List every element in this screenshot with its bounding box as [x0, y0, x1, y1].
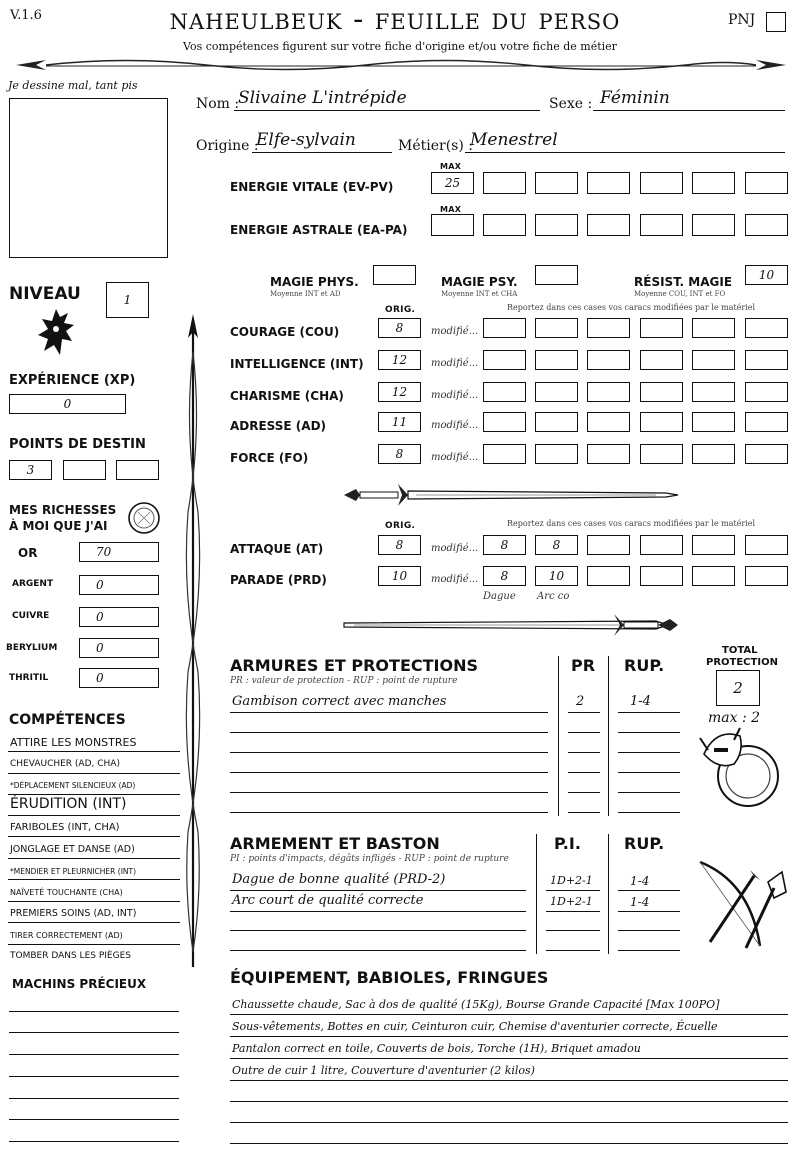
carac-modified-box[interactable]	[483, 382, 526, 402]
ev-max-label: MAX	[440, 162, 462, 171]
helmet-shield-icon	[696, 724, 786, 810]
carac-modified-box[interactable]	[640, 412, 683, 432]
competence-item[interactable]: CHEVAUCHER (AD, CHA)	[10, 759, 120, 769]
armure-pr-line	[568, 732, 600, 733]
carac-modified-box[interactable]	[692, 412, 735, 432]
competence-item[interactable]: NAÏVETÉ TOUCHANTE (CHA)	[10, 888, 123, 897]
parade-mod-box[interactable]: 8	[483, 566, 526, 586]
arme-rup-line	[618, 950, 680, 951]
argent-label: ARGENT	[12, 579, 54, 589]
armure-pr-line	[568, 772, 600, 773]
page-subtitle: Vos compétences figurent sur votre fiche d'origine et/ou votre fiche de métier	[183, 40, 617, 53]
attaque-label: ATTAQUE (AT)	[230, 542, 324, 556]
equipement-line[interactable]: Pantalon correct en toile, Couverts de bois, Torche (1H), Briquet amadou	[232, 1042, 641, 1055]
carac-modified-box[interactable]	[745, 350, 788, 370]
armement-subtitle: PI : points d'impacts, dégâts infligés - RUP : point de rupture	[230, 854, 509, 864]
xp-label: EXPÉRIENCE (XP)	[9, 373, 136, 388]
arme-line	[230, 930, 526, 931]
total-protection-label-1: TOTAL	[722, 645, 758, 656]
carac-modified-box[interactable]	[587, 350, 630, 370]
armures-col-divider	[608, 656, 609, 816]
page-title: naheulbeuk - feuille du perso	[169, 2, 621, 37]
portrait-frame[interactable]	[9, 98, 168, 258]
origine-label: Origine :	[196, 138, 259, 154]
carac-modified-box[interactable]	[535, 350, 578, 370]
competence-item[interactable]: FARIBOLES (INT, CHA)	[10, 822, 120, 833]
ev-box[interactable]	[692, 172, 735, 194]
combat-col-label: Arc co	[537, 591, 570, 602]
machins-line[interactable]	[9, 1076, 179, 1077]
equipement-underline	[230, 1080, 788, 1081]
ea-box[interactable]	[640, 214, 683, 236]
combat-modified-box[interactable]	[745, 566, 788, 586]
arme-row[interactable]: Dague de bonne qualité (PRD-2)	[232, 872, 446, 887]
xp-box[interactable]: 0	[9, 394, 126, 414]
attaque-mod-box[interactable]: 8	[535, 535, 578, 555]
attaque-mod-box[interactable]: 8	[483, 535, 526, 555]
armure-line	[230, 772, 548, 773]
arme-rup-line	[618, 890, 680, 891]
or-box[interactable]: 70	[79, 542, 159, 562]
destin-box[interactable]: 3	[9, 460, 52, 480]
armement-col-pi: P.I.	[554, 834, 581, 853]
carac-modified-box[interactable]	[587, 318, 630, 338]
armure-pr-line	[568, 752, 600, 753]
nom-label: Nom :	[196, 96, 240, 112]
ea-max-label: MAX	[440, 205, 462, 214]
carac-modified-box[interactable]	[587, 382, 630, 402]
magie-phys-note: Moyenne INT et AD	[270, 290, 341, 298]
machins-line[interactable]	[9, 1032, 179, 1033]
carac-modified-box[interactable]	[745, 318, 788, 338]
carac-modified-box[interactable]	[535, 382, 578, 402]
armure-line	[230, 792, 548, 793]
carac-modified-box[interactable]	[483, 444, 526, 464]
or-label: OR	[18, 546, 38, 560]
argent-box[interactable]: 0	[79, 575, 159, 595]
combat-modified-box[interactable]	[640, 535, 683, 555]
parade-orig-box[interactable]: 10	[378, 566, 421, 586]
armures-subtitle: PR : valeur de protection - RUP : point de rupture	[230, 676, 458, 686]
sword-icon	[336, 480, 686, 510]
thritil-box[interactable]: 0	[79, 668, 159, 688]
competence-item[interactable]: ATTIRE LES MONSTRES	[10, 736, 137, 749]
ev-box[interactable]	[483, 172, 526, 194]
armure-line	[230, 752, 548, 753]
modif-label: modifié...	[431, 358, 479, 369]
total-protection-label-2: PROTECTION	[706, 657, 778, 668]
competence-line	[8, 922, 180, 923]
modif-label: modifié...	[431, 390, 479, 401]
spear-icon	[6, 54, 796, 76]
origine-field[interactable]: Elfe-sylvain	[256, 130, 356, 150]
machins-line[interactable]	[9, 1119, 179, 1120]
competences-title: COMPÉTENCES	[9, 712, 126, 728]
carac-modified-box[interactable]	[587, 412, 630, 432]
competence-item[interactable]: TOMBER DANS LES PIÈGES	[10, 951, 131, 961]
carac-modified-box[interactable]	[692, 350, 735, 370]
carac-orig-box[interactable]: 8	[378, 444, 421, 464]
portrait-caption: Je dessine mal, tant pis	[8, 79, 138, 92]
armure-pr-line	[568, 792, 600, 793]
armure-rup-line	[618, 752, 680, 753]
carac-label: COURAGE (COU)	[230, 325, 340, 339]
competence-item[interactable]: JONGLAGE ET DANSE (AD)	[10, 844, 135, 855]
sword-icon	[336, 610, 686, 640]
armure-rup[interactable]: 1-4	[630, 694, 651, 709]
ea-box[interactable]	[587, 214, 630, 236]
carac-modified-box[interactable]	[640, 318, 683, 338]
carac-modified-box[interactable]	[745, 444, 788, 464]
max-protection: max : 2	[708, 710, 761, 726]
competence-line	[8, 879, 180, 880]
armures-col-divider	[558, 656, 559, 816]
carac-modified-box[interactable]	[483, 350, 526, 370]
nom-field[interactable]: Slivaine L'intrépide	[238, 88, 407, 108]
competence-item[interactable]: TIRER CORRECTEMENT (AD)	[10, 931, 123, 940]
armure-pr[interactable]: 2	[576, 694, 585, 709]
machins-title: MACHINS PRÉCIEUX	[12, 977, 147, 991]
ev-label: ENERGIE VITALE (EV-PV)	[230, 180, 394, 194]
nom-underline	[234, 110, 540, 111]
destin-box[interactable]	[63, 460, 106, 480]
coin-icon	[126, 500, 162, 536]
parade-label: PARADE (PRD)	[230, 573, 327, 587]
ev-box[interactable]	[587, 172, 630, 194]
armure-pr-line	[568, 812, 600, 813]
armure-rup-line	[618, 812, 680, 813]
armement-col-divider	[608, 834, 609, 954]
arme-line	[230, 911, 526, 912]
machins-line[interactable]	[9, 1098, 179, 1099]
combat-modified-box[interactable]	[692, 535, 735, 555]
resist-magie-note: Moyenne COU, INT et FO	[634, 290, 726, 298]
competence-line	[8, 815, 180, 816]
pnj-checkbox[interactable]	[766, 12, 786, 32]
armures-title: ARMURES ET PROTECTIONS	[230, 656, 478, 675]
competence-line	[8, 858, 180, 859]
carac-modified-box[interactable]	[483, 318, 526, 338]
magie-phys-box[interactable]	[373, 265, 416, 285]
carac-modified-box[interactable]	[640, 350, 683, 370]
cuivre-box[interactable]: 0	[79, 607, 159, 627]
machins-line[interactable]	[9, 1141, 179, 1142]
ea-box[interactable]	[483, 214, 526, 236]
origine-underline	[252, 152, 392, 153]
carac-modified-box[interactable]	[640, 444, 683, 464]
pnj-label: PNJ	[728, 12, 756, 28]
thritil-label: THRITIL	[9, 673, 49, 683]
arme-pi-line	[546, 930, 600, 931]
arme-line	[230, 890, 526, 891]
competence-item[interactable]: ÉRUDITION (INT)	[10, 796, 127, 812]
richesses-label-1: MES RICHESSES	[9, 503, 117, 517]
berylium-box[interactable]: 0	[79, 638, 159, 658]
carac-modified-box[interactable]	[640, 382, 683, 402]
equipement-underline	[230, 1014, 788, 1015]
combat-note: Reportez dans ces cases vos caracs modifiées par le matériel	[507, 519, 756, 528]
equipement-underline	[230, 1036, 788, 1037]
combat-modified-box[interactable]	[745, 535, 788, 555]
arme-rup[interactable]: 1-4	[630, 895, 650, 909]
arme-pi-line	[546, 890, 600, 891]
sexe-underline	[593, 110, 785, 111]
machins-line[interactable]	[9, 1054, 179, 1055]
armure-rup-line	[618, 772, 680, 773]
arme-line	[230, 950, 526, 951]
carac-orig-box[interactable]: 11	[378, 412, 421, 432]
dragon-icon	[34, 305, 80, 363]
combat-modified-box[interactable]	[640, 566, 683, 586]
caracs-note: Reportez dans ces cases vos caracs modifiées par le matériel	[507, 303, 756, 312]
armure-rup-line	[618, 792, 680, 793]
armement-title: ARMEMENT ET BASTON	[230, 834, 440, 853]
arme-rup-line	[618, 911, 680, 912]
armure-line	[230, 732, 548, 733]
metier-field[interactable]: Menestrel	[470, 130, 558, 150]
magie-psy-box[interactable]	[535, 265, 578, 285]
magie-phys-label: MAGIE PHYS.	[270, 275, 359, 289]
carac-orig-box[interactable]: 12	[378, 382, 421, 402]
carac-modified-box[interactable]	[535, 318, 578, 338]
destin-box[interactable]	[116, 460, 159, 480]
carac-orig-box[interactable]: 12	[378, 350, 421, 370]
attaque-orig-box[interactable]: 8	[378, 535, 421, 555]
competence-line	[8, 901, 180, 902]
arme-row[interactable]: Arc court de qualité correcte	[232, 893, 424, 908]
arme-pi-line	[546, 950, 600, 951]
combat-modified-box[interactable]	[692, 566, 735, 586]
caracs-orig-label: ORIG.	[385, 305, 416, 315]
magie-psy-note: Moyenne INT et CHA	[441, 290, 518, 298]
equipement-underline	[230, 1122, 788, 1123]
armement-col-divider	[536, 834, 537, 954]
sexe-field[interactable]: Féminin	[600, 88, 670, 108]
ea-box[interactable]	[692, 214, 735, 236]
carac-modified-box[interactable]	[587, 444, 630, 464]
destin-label: POINTS DE DESTIN	[9, 437, 146, 452]
ea-box[interactable]	[535, 214, 578, 236]
richesses-label-2: À MOI QUE J'AI	[9, 519, 108, 533]
competence-line	[8, 751, 180, 752]
competence-line	[8, 944, 180, 945]
metier-underline	[465, 152, 785, 153]
ev-box[interactable]	[745, 172, 788, 194]
equipement-underline	[230, 1058, 788, 1059]
berylium-label: BERYLIUM	[6, 643, 58, 653]
armure-pr-line	[568, 712, 600, 713]
ev-box[interactable]	[535, 172, 578, 194]
carac-modified-box[interactable]	[745, 412, 788, 432]
resist-magie-label: RÉSIST. MAGIE	[634, 275, 733, 289]
equipement-underline	[230, 1101, 788, 1102]
armure-rup-line	[618, 712, 680, 713]
combat-col-label: Dague	[483, 591, 516, 602]
combat-orig-label: ORIG.	[385, 521, 416, 531]
armure-line	[230, 712, 548, 713]
competence-item[interactable]: PREMIERS SOINS (AD, INT)	[10, 908, 137, 919]
equipement-line[interactable]: Chaussette chaude, Sac à dos de qualité (15Kg), Bourse Grande Capacité [Max 100PO]	[232, 998, 720, 1011]
ea-label: ENERGIE ASTRALE (EA-PA)	[230, 223, 408, 237]
version-label: V.1.6	[10, 8, 42, 23]
machins-line[interactable]	[9, 1011, 179, 1012]
sexe-label: Sexe :	[549, 96, 593, 112]
ea-box[interactable]	[745, 214, 788, 236]
spear-icon	[180, 312, 206, 972]
arme-pi-line	[546, 911, 600, 912]
modif-label: modifié...	[431, 326, 479, 337]
equipement-line[interactable]: Sous-vêtements, Bottes en cuir, Ceinturon cuir, Chemise d'aventurier correcte, Écuelle	[232, 1020, 718, 1033]
equipement-line[interactable]: Outre de cuir 1 litre, Couverture d'aventurier (2 kilos)	[232, 1064, 535, 1077]
modif-label: modifié...	[431, 420, 479, 431]
competence-line	[8, 773, 180, 774]
metier-label: Métier(s) :	[398, 138, 473, 154]
armures-col-rup: RUP.	[624, 656, 665, 675]
competence-item[interactable]: *DÉPLACEMENT SILENCIEUX (AD)	[10, 781, 136, 790]
carac-modified-box[interactable]	[535, 444, 578, 464]
cuivre-label: CUIVRE	[12, 611, 50, 621]
weapons-icon	[690, 852, 790, 956]
armures-col-pr: PR	[571, 656, 596, 675]
modif-label: modifié...	[431, 574, 479, 585]
carac-label: INTELLIGENCE (INT)	[230, 357, 364, 371]
equipement-underline	[230, 1143, 788, 1144]
arme-pi[interactable]: 1D+2-1	[550, 895, 593, 908]
niveau-box[interactable]: 1	[106, 282, 149, 318]
carac-label: ADRESSE (AD)	[230, 419, 327, 433]
arme-rup-line	[618, 930, 680, 931]
carac-modified-box[interactable]	[535, 412, 578, 432]
niveau-label: NIVEAU	[9, 284, 81, 304]
carac-orig-box[interactable]: 8	[378, 318, 421, 338]
arme-pi[interactable]: 1D+2-1	[550, 874, 593, 887]
magie-psy-label: MAGIE PSY.	[441, 275, 518, 289]
ev-max-box[interactable]: 25	[431, 172, 474, 194]
arme-rup[interactable]: 1-4	[630, 874, 650, 888]
carac-modified-box[interactable]	[692, 382, 735, 402]
armure-row[interactable]: Gambison correct avec manches	[232, 694, 447, 709]
armure-rup-line	[618, 732, 680, 733]
combat-modified-box[interactable]	[587, 566, 630, 586]
equipement-title: ÉQUIPEMENT, BABIOLES, FRINGUES	[230, 968, 549, 987]
armement-col-rup: RUP.	[624, 834, 665, 853]
armure-line	[230, 812, 548, 813]
competence-line	[8, 836, 180, 837]
ev-box[interactable]	[640, 172, 683, 194]
carac-modified-box[interactable]	[692, 318, 735, 338]
carac-modified-box[interactable]	[745, 382, 788, 402]
ea-max-box[interactable]	[431, 214, 474, 236]
combat-modified-box[interactable]	[587, 535, 630, 555]
parade-mod-box[interactable]: 10	[535, 566, 578, 586]
carac-modified-box[interactable]	[483, 412, 526, 432]
competence-item[interactable]: *MENDIER ET PLEURNICHER (INT)	[10, 867, 137, 876]
total-protection-box[interactable]: 2	[716, 670, 760, 706]
modif-label: modifié...	[431, 543, 479, 554]
carac-label: CHARISME (CHA)	[230, 389, 344, 403]
carac-modified-box[interactable]	[692, 444, 735, 464]
modif-label: modifié...	[431, 452, 479, 463]
resist-magie-box[interactable]: 10	[745, 265, 788, 285]
carac-label: FORCE (FO)	[230, 451, 309, 465]
competence-line	[8, 794, 180, 795]
